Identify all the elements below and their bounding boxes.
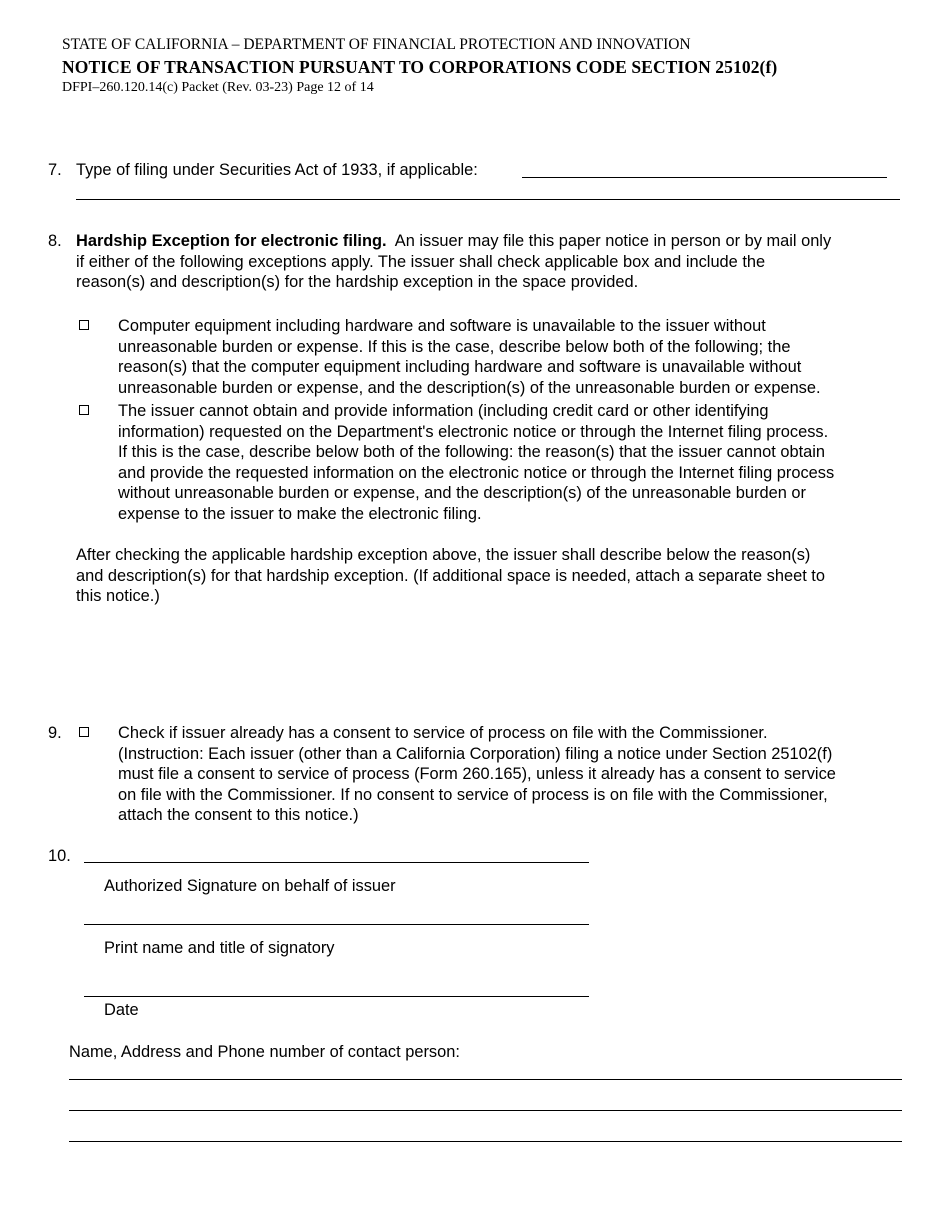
hardship-instructions — [76, 545, 825, 607]
date-label: Date — [104, 1001, 139, 1019]
item-7-continuation-line[interactable] — [76, 199, 900, 200]
option-2-line-1: The issuer cannot obtain and provide information (including credit card or other identifying — [118, 402, 769, 420]
print-name-line[interactable] — [84, 924, 589, 925]
signature-line[interactable] — [84, 862, 589, 863]
item-8-heading: Hardship Exception for electronic filing. — [76, 232, 387, 250]
option-2-line-3: If this is the case, describe below both of the following: the reason(s) that the issuer cannot obtain — [118, 443, 826, 461]
form-title: NOTICE OF TRANSACTION PURSUANT TO CORPORATIONS CODE SECTION 25102(f) — [62, 57, 778, 77]
item-8-intro-line-2: if either of the following exceptions apply. The issuer shall check applicable box and include the — [76, 252, 766, 271]
option-1-line-1: Computer equipment including hardware and software is unavailable to the issuer without — [118, 317, 766, 335]
item-8-intro — [76, 231, 831, 293]
date-line[interactable] — [84, 996, 589, 997]
contact-line-3[interactable] — [69, 1141, 902, 1142]
option-1-line-2: unreasonable burden or expense. If this is the case, describe below both of the following; the — [118, 337, 791, 356]
option-2-line-5: without unreasonable burden or expense, and the description(s) of the unreasonable burden or — [118, 484, 806, 502]
item-8-number: 8. — [48, 232, 62, 250]
option-1-line-3: reason(s) that the computer equipment including hardware and software is unavailable without — [118, 358, 802, 376]
item-8-intro-line-1: Hardship Exception for electronic filing. An issuer may file this paper notice in person or by mail only — [76, 232, 832, 250]
contact-label: Name, Address and Phone number of contact person: — [69, 1043, 460, 1061]
item-9-line-5: attach the consent to this notice.) — [118, 806, 359, 824]
option-2-line-4: and provide the requested information on the electronic notice or through the Internet filing process — [118, 463, 835, 482]
item-9-line-4: on file with the Commissioner. If no consent to service of process is on file with the Commissioner, — [118, 785, 828, 804]
item-9-line-2: (Instruction: Each issuer (other than a California Corporation) filing a notice under Section 25102(f) — [118, 744, 833, 763]
consent-on-file-checkbox[interactable] — [79, 727, 89, 737]
after-line-1: After checking the applicable hardship exception above, the issuer shall describe below the reason(s) — [76, 546, 811, 564]
form-packet-page: DFPI–260.120.14(c) Packet (Rev. 03-23) Page 12 of 14 — [62, 80, 374, 95]
item-9-number: 9. — [48, 724, 62, 742]
item-8-intro-line-3: reason(s) and description(s) for the hardship exception in the space provided. — [76, 273, 639, 291]
hardship-information-unavailable-text — [118, 401, 834, 524]
contact-line-2[interactable] — [69, 1110, 902, 1111]
contact-line-1[interactable] — [69, 1079, 902, 1080]
item-9-line-3: must file a consent to service of process (Form 260.165), unless it already has a consent to service — [118, 765, 836, 783]
item-7-number: 7. — [48, 161, 62, 179]
item-7-label: Type of filing under Securities Act of 1933, if applicable: — [76, 161, 478, 179]
after-line-3: this notice.) — [76, 587, 160, 605]
hardship-information-unavailable-checkbox[interactable] — [79, 405, 89, 415]
consent-on-file-text — [118, 723, 836, 826]
option-2-line-6: expense to the issuer to make the electronic filing. — [118, 504, 482, 523]
after-line-2: and description(s) for that hardship exception. (If additional space is needed, attach a separate sheet to — [76, 566, 825, 585]
option-1-line-4: unreasonable burden or expense, and the description(s) of the unreasonable burden or expense. — [118, 378, 821, 397]
item-7-input-line[interactable] — [522, 177, 887, 178]
hardship-computer-equipment-text — [118, 316, 821, 398]
agency-line: STATE OF CALIFORNIA – DEPARTMENT OF FINANCIAL PROTECTION AND INNOVATION — [62, 36, 691, 53]
print-name-label: Print name and title of signatory — [104, 939, 335, 957]
option-2-line-2: information) requested on the Department's electronic notice or through the Internet filing process. — [118, 422, 829, 441]
item-9-line-1: Check if issuer already has a consent to service of process on file with the Commissioner. — [118, 724, 768, 742]
signature-label: Authorized Signature on behalf of issuer — [104, 877, 396, 895]
item-10-number: 10. — [48, 847, 71, 865]
hardship-computer-equipment-checkbox[interactable] — [79, 320, 89, 330]
